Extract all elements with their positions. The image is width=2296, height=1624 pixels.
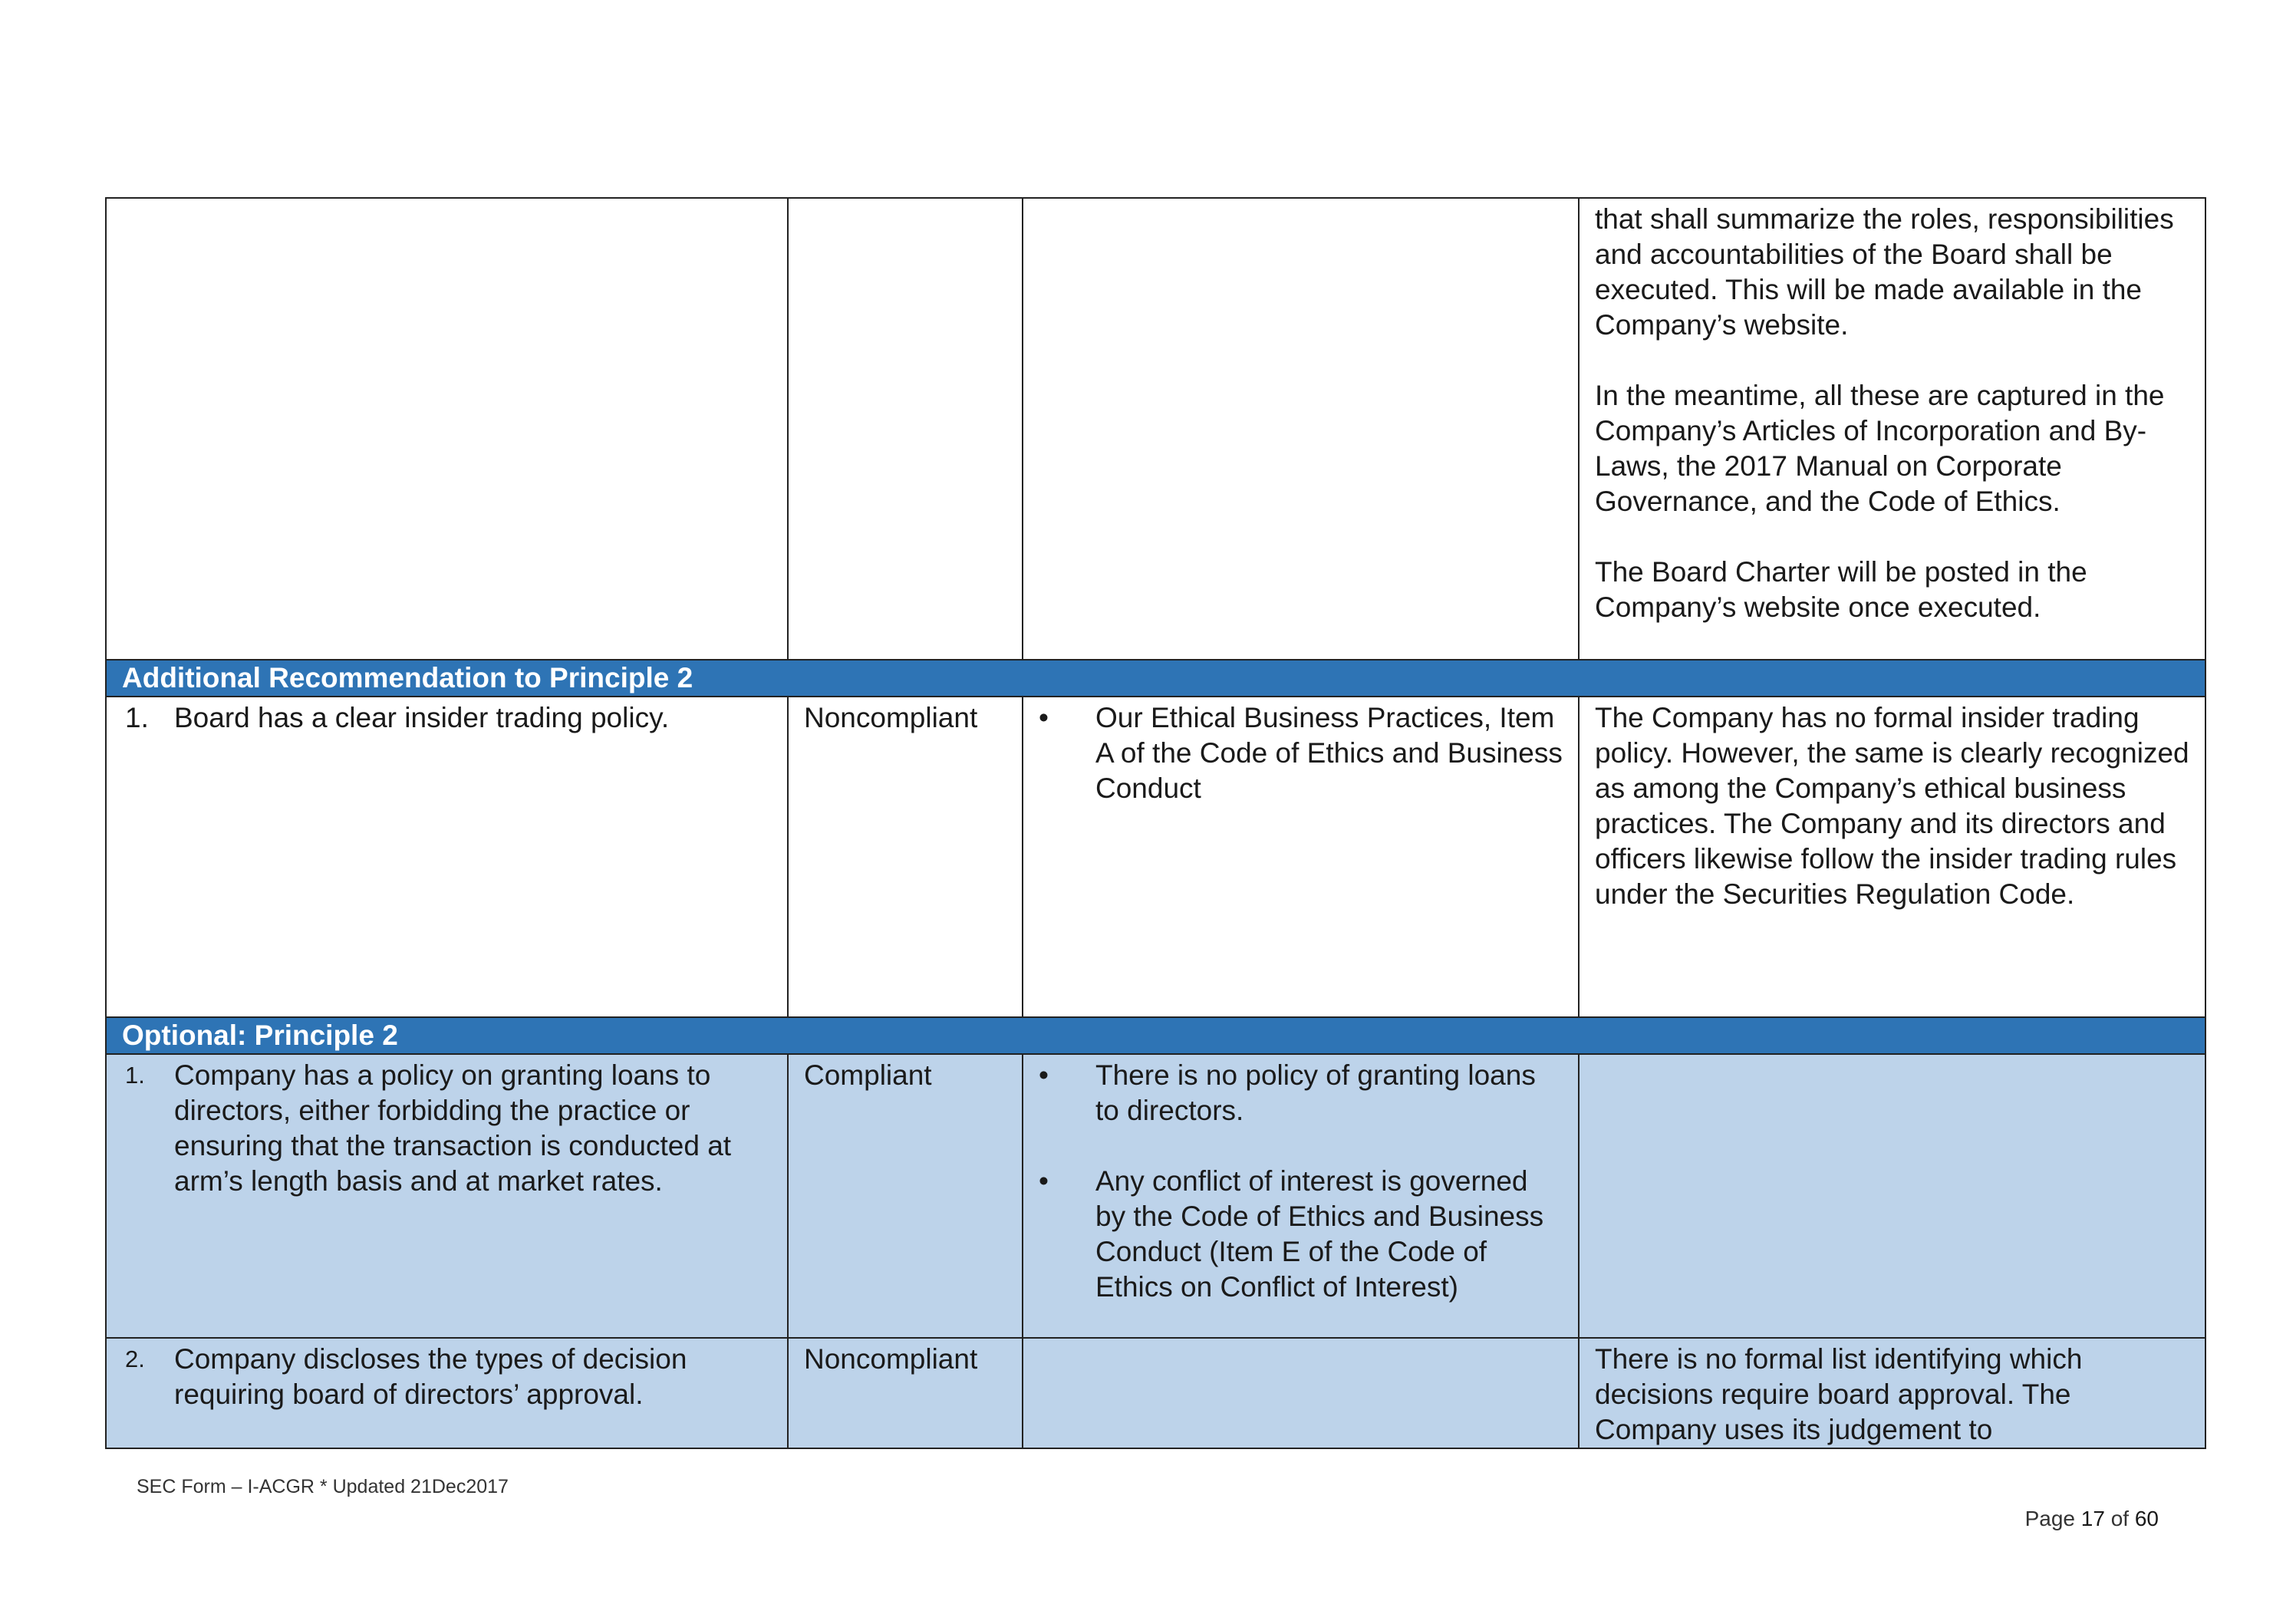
table-row	[106, 697, 2205, 1017]
recommendation-cell	[106, 1054, 788, 1338]
info-cell	[1023, 198, 1579, 660]
page-of: of	[2110, 1507, 2130, 1530]
continuation-row	[106, 198, 2205, 660]
status-cell	[788, 198, 1023, 660]
bullet-icon: •	[1039, 1165, 1049, 1197]
info-text: Any conflict of interest is governed by the Code of Ethics and Business Conduct (Item E of the Code of Ethics on Conflict of Interest)	[1095, 1165, 1544, 1303]
explanation-cell: The Company has no formal insider trading policy. However, the same is clearly recognized as among the Company’s ethical business practices. The Company and its directors and officers likewise follow the insider trading rules under the Securities Regulation Code.	[1579, 697, 2205, 1017]
status-cell: Noncompliant	[788, 697, 1023, 1017]
info-cell	[1023, 697, 1579, 1017]
row-number: 1.	[125, 1062, 145, 1089]
section-title-additional: Additional Recommendation to Principle 2	[106, 660, 2205, 697]
table-row	[106, 1338, 2205, 1448]
section-header-row	[106, 1017, 2205, 1054]
explanation-cell	[1579, 198, 2205, 660]
status-cell: Compliant	[788, 1054, 1023, 1338]
info-text: Our Ethical Business Practices, Item A of the Code of Ethics and Business Conduct	[1095, 702, 1563, 804]
info-text: There is no policy of granting loans to directors.	[1095, 1059, 1536, 1126]
recommendation-cell	[106, 1338, 788, 1448]
section-title-optional: Optional: Principle 2	[106, 1017, 2205, 1054]
explanation-cell	[1579, 1054, 2205, 1338]
list-item	[1039, 1058, 1563, 1128]
status-cell: Noncompliant	[788, 1338, 1023, 1448]
recommendation-text: Company discloses the types of decision requiring board of directors’ approval.	[174, 1343, 687, 1410]
list-item	[1039, 1164, 1563, 1305]
recommendation-cell	[106, 697, 788, 1017]
explanation-paragraph: In the meantime, all these are captured in the Company’s Articles of Incorporation and By-Laws, the 2017 Manual on Corporate Governance, and the Code of Ethics.	[1595, 380, 2165, 517]
explanation-paragraph: that shall summarize the roles, responsibilities and accountabilities of the Board shall be executed. This will be made available in the Company’s website.	[1595, 203, 2174, 341]
recommendation-text: Company has a policy on granting loans to directors, either forbidding the practice or ensuring that the transaction is conducted at arm’s length basis and at market rates.	[174, 1059, 732, 1197]
compliance-table	[105, 197, 2206, 1449]
page-total: 60	[2134, 1507, 2159, 1530]
row-number: 2.	[125, 1346, 145, 1372]
recommendation-text: Board has a clear insider trading policy.	[174, 702, 670, 733]
bullet-icon: •	[1039, 1059, 1049, 1091]
row-number: 1.	[125, 702, 149, 733]
bullet-icon: •	[1039, 702, 1049, 733]
info-cell	[1023, 1338, 1579, 1448]
page-current: 17	[2080, 1507, 2105, 1530]
explanation-cell: There is no formal list identifying which decisions require board approval. The Company uses its judgement to	[1579, 1338, 2205, 1448]
info-cell	[1023, 1054, 1579, 1338]
recommendation-cell	[106, 198, 788, 660]
section-header-row	[106, 660, 2205, 697]
list-item	[1039, 700, 1563, 806]
page-word: Page	[2024, 1507, 2075, 1530]
form-label: SEC Form – I-ACGR * Updated 21Dec2017	[137, 1476, 509, 1497]
page-number	[2025, 1507, 2159, 1531]
table-row	[106, 1054, 2205, 1338]
explanation-paragraph: The Board Charter will be posted in the Company’s website once executed.	[1595, 556, 2087, 623]
